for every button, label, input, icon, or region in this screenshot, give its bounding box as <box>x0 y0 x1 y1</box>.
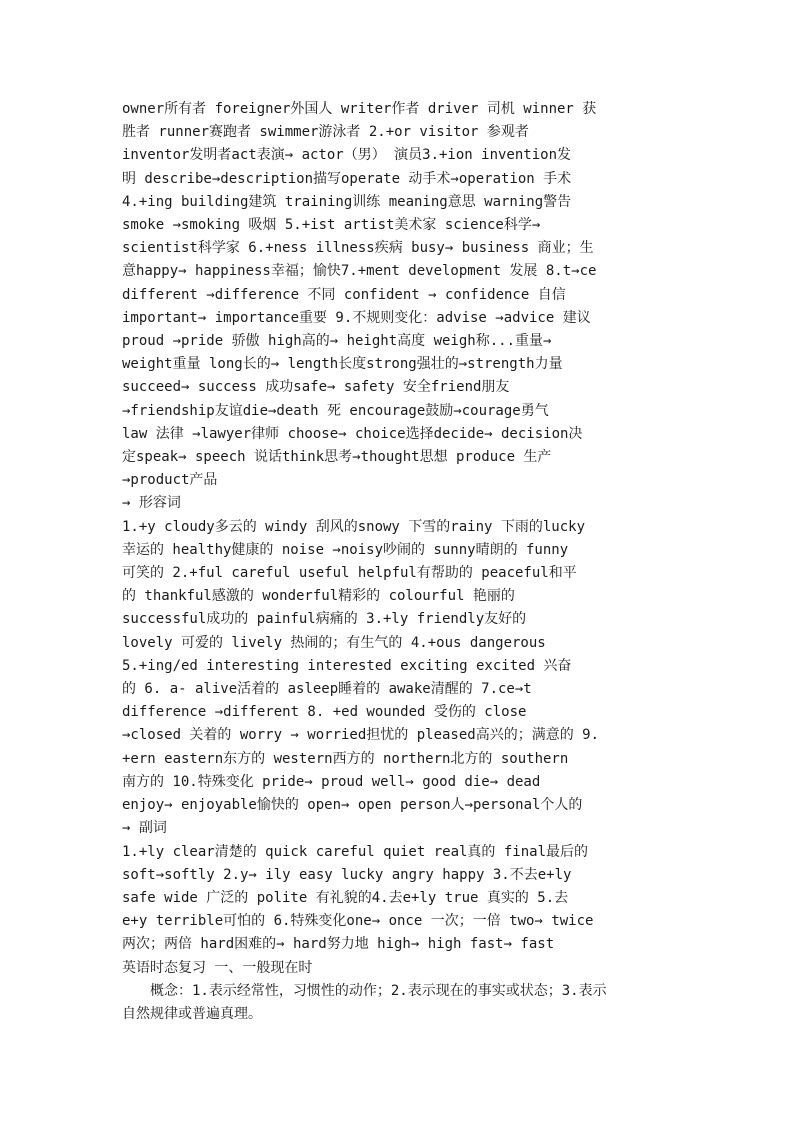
text-line: 1.+ly clear清楚的 quick careful quiet real真的 final最后的 <box>122 843 589 860</box>
text-line: 1.+y cloudy多云的 windy 刮风的snowy 下雪的rainy 下雨的lucky <box>122 518 586 535</box>
text-line: 概念：1.表示经常性，习惯性的动作；2.表示现在的事实或状态；3.表示 <box>150 982 607 999</box>
text-line: safe wide 广泛的 polite 有礼貌的4.去e+ly true 真实的 5.去 <box>122 889 569 906</box>
text-line: 的 thankful感激的 wonderful精彩的 colourful 艳丽的 <box>122 588 515 605</box>
text-line: scientist科学家 6.+ness illness疾病 busy→ business 商业；生 <box>122 240 594 257</box>
text-line: enjoy→ enjoyable愉快的 open→ open person人→personal个人的 <box>122 797 583 814</box>
text-line: 自然规律或普遍真理。 <box>122 1005 262 1022</box>
text-line: +ern eastern东方的 western西方的 northern北方的 southern <box>122 750 569 767</box>
text-line: important→ importance重要 9.不规则变化：advise →advice 建议 <box>122 309 591 326</box>
text-line: soft→softly 2.y→ ily easy lucky angry happy 3.不去e+ly <box>122 866 572 883</box>
text-line: different →difference 不同 confident → confidence 自信 <box>122 286 566 303</box>
section-heading-adverbs: → 副词 <box>122 820 167 837</box>
section-heading-adjectives: → 形容词 <box>122 495 181 512</box>
text-line: →friendship友谊die→death 死 encourage鼓励→courage勇气 <box>122 402 549 419</box>
text-line: succeed→ success 成功safe→ safety 安全friend朋友 <box>122 379 510 396</box>
text-line: smoke →smoking 吸烟 5.+ist artist美术家 science科学→ <box>122 217 541 234</box>
text-line: successful成功的 painful病痛的 3.+ly friendly友好的 <box>122 611 527 628</box>
text-line: 幸运的 healthy健康的 noise →noisy吵闹的 sunny晴朗的 funny <box>122 541 569 558</box>
text-line: law 法律 →lawyer律师 choose→ choice选择decide→ decision决 <box>122 425 583 442</box>
text-line: 意happy→ happiness幸福；愉快7.+ment development 发展 8.t→ce <box>122 263 597 280</box>
text-line: 可笑的 2.+ful careful useful helpful有帮助的 peaceful和平 <box>122 565 577 582</box>
text-line: 胜者 runner赛跑者 swimmer游泳者 2.+or visitor 参观者 <box>122 124 529 141</box>
text-line: proud →pride 骄傲 high高的→ height高度 weigh称...重量→ <box>122 333 552 350</box>
text-line: lovely 可爱的 lively 热闹的；有生气的 4.+ous dangerous <box>122 634 546 651</box>
text-line: 的 6. a- alive活着的 asleep睡着的 awake清醒的 7.ce→t <box>122 681 532 698</box>
text-line: 南方的 10.特殊变化 pride→ proud well→ good die→ dead <box>122 773 541 790</box>
text-line: 4.+ing building建筑 training训练 meaning意思 warning警告 <box>122 193 572 210</box>
text-line: →product产品 <box>122 472 218 489</box>
text-line: 明 describe→description描写operate 动手术→operation 手术 <box>122 170 572 187</box>
text-line: owner所有者 foreigner外国人 writer作者 driver 司机 winner 获 <box>122 101 597 117</box>
section-heading-tense-review: 英语时态复习 一、一般现在时 <box>122 959 313 976</box>
text-line: 5.+ing/ed interesting interested exciting excited 兴奋 <box>122 657 572 674</box>
text-line: 两次；两倍 hard困难的→ hard努力地 high→ high fast→ fast <box>122 936 555 953</box>
text-line: weight重量 long长的→ length长度strong强壮的→strength力量 <box>122 356 563 373</box>
text-line: e+y terrible可怕的 6.特殊变化one→ once 一次；一倍 two→ twice <box>122 913 594 930</box>
text-line: →closed 关着的 worry → worried担忧的 pleased高兴的；满意的 9. <box>122 727 600 744</box>
text-line: inventor发明者act表演→ actor（男） 演员3.+ion invention发 <box>122 147 572 164</box>
document-body <box>122 98 680 1026</box>
text-line: 定speak→ speech 说话think思考→thought思想 produce 生产 <box>122 449 552 466</box>
text-line: difference →different 8. +ed wounded 受伤的 close <box>122 704 527 721</box>
